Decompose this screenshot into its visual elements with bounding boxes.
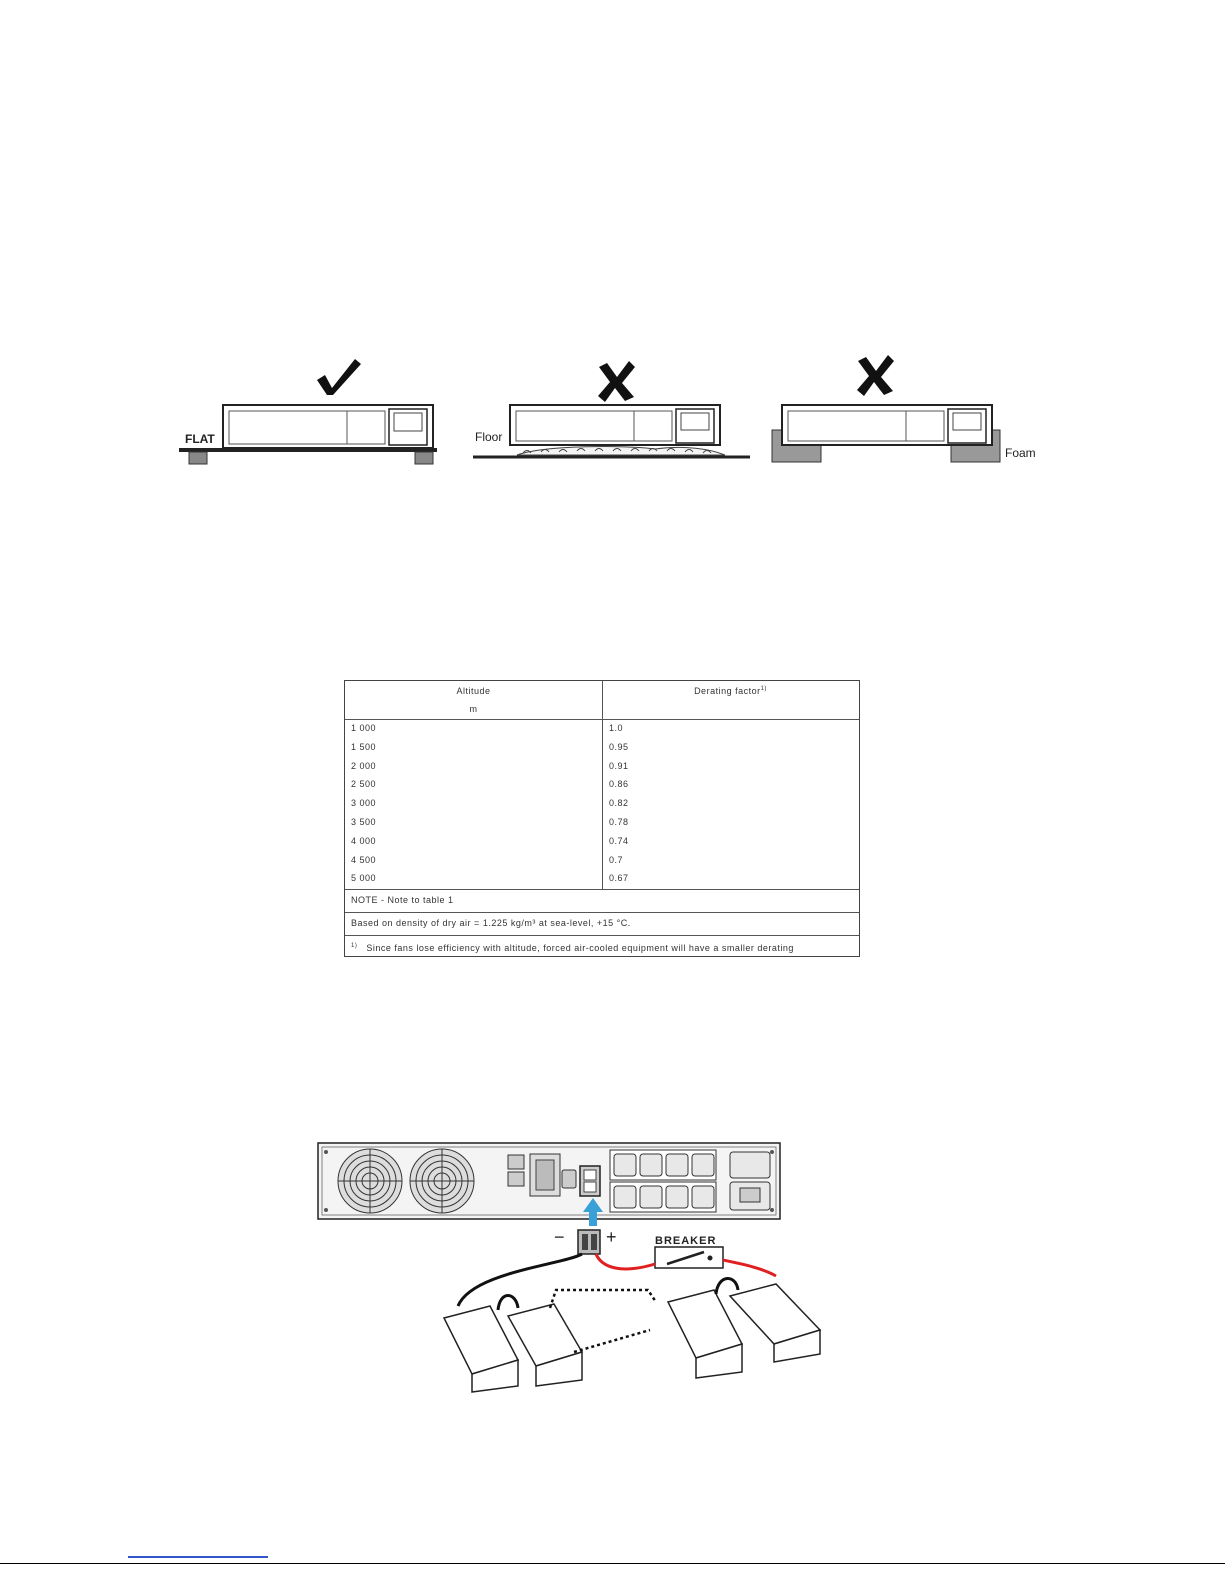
plus-label: +: [606, 1227, 617, 1247]
cross-mark-icon: [857, 355, 894, 396]
altitude-cell: 2 000: [351, 760, 377, 771]
battery-icon: [730, 1284, 820, 1362]
cross-mark-icon: [598, 361, 635, 402]
altitude-cell: 1 000: [351, 723, 377, 733]
factor-cell: 0.86: [609, 779, 629, 790]
table-row: [345, 794, 859, 813]
table-row: [345, 832, 859, 851]
placement-figure: [165, 345, 1045, 475]
factor-cell: 0.91: [609, 760, 629, 771]
battery-icon: [444, 1306, 518, 1392]
factor-cell: 0.67: [609, 873, 629, 884]
factor-cell: 0.7: [609, 854, 624, 865]
table-header: [345, 681, 859, 720]
altitude-header-label: Altitude: [456, 686, 491, 696]
battery-icon: [668, 1290, 742, 1378]
footnote-marker: 1): [351, 943, 358, 949]
altitude-cell: 2 500: [351, 779, 377, 790]
table-row: [345, 851, 859, 870]
minus-label: −: [554, 1227, 565, 1247]
altitude-unit: m: [469, 704, 478, 714]
fan-icon: [338, 1149, 402, 1213]
footer-link-underline[interactable]: [128, 1556, 268, 1558]
altitude-cell: 4 000: [351, 835, 377, 846]
factor-cell: 0.95: [609, 741, 629, 752]
placement-panel-foam: [772, 355, 1036, 462]
derating-header: [602, 681, 859, 719]
derating-table: [344, 680, 860, 957]
factor-cell: 0.74: [609, 835, 629, 846]
floor-label: Floor: [475, 430, 503, 444]
altitude-cell: 5 000: [351, 873, 377, 884]
note-title-text: NOTE - Note to table 1: [351, 895, 454, 905]
altitude-header: [345, 681, 603, 719]
table-row: [345, 719, 859, 738]
table-note-title: [345, 889, 859, 913]
table-body: [345, 719, 859, 890]
breaker: [655, 1235, 723, 1268]
battery-icon: [508, 1304, 582, 1386]
flat-label: FLAT: [185, 432, 215, 446]
placement-panel-flat: [179, 359, 437, 464]
battery-connector: [554, 1227, 617, 1254]
ups-rear-panel: [318, 1143, 780, 1219]
battery-wiring-figure: [312, 1140, 832, 1395]
altitude-cell: 3 000: [351, 798, 377, 809]
table-row: [345, 757, 859, 776]
table-row: [345, 869, 859, 888]
footnote-text: Since fans lose efficiency with altitude, forced air-cooled equipment will have a smaller derating: [366, 943, 794, 953]
factor-cell: 1.0: [609, 723, 624, 733]
fan-icon: [410, 1149, 474, 1213]
table-row: [345, 813, 859, 832]
placement-panel-floor: [473, 361, 750, 457]
altitude-cell: 4 500: [351, 854, 377, 865]
footer-rule: [0, 1563, 1225, 1564]
derating-footnote-ref: 1): [760, 686, 767, 692]
altitude-cell: 1 500: [351, 741, 377, 752]
table-row: [345, 738, 859, 757]
derating-header-label: Derating factor: [694, 686, 761, 696]
breaker-label: BREAKER: [655, 1235, 717, 1247]
table-row: [345, 775, 859, 794]
table-footnote: [345, 935, 859, 957]
check-mark-icon: [317, 359, 361, 395]
factor-cell: 0.82: [609, 798, 629, 809]
factor-cell: 0.78: [609, 817, 629, 827]
altitude-cell: 3 500: [351, 817, 377, 827]
note-text: Based on density of dry air = 1.225 kg/m³ at sea-level, +15 °C.: [351, 918, 631, 928]
table-note-text: [345, 912, 859, 936]
foam-label: Foam: [1005, 446, 1036, 460]
